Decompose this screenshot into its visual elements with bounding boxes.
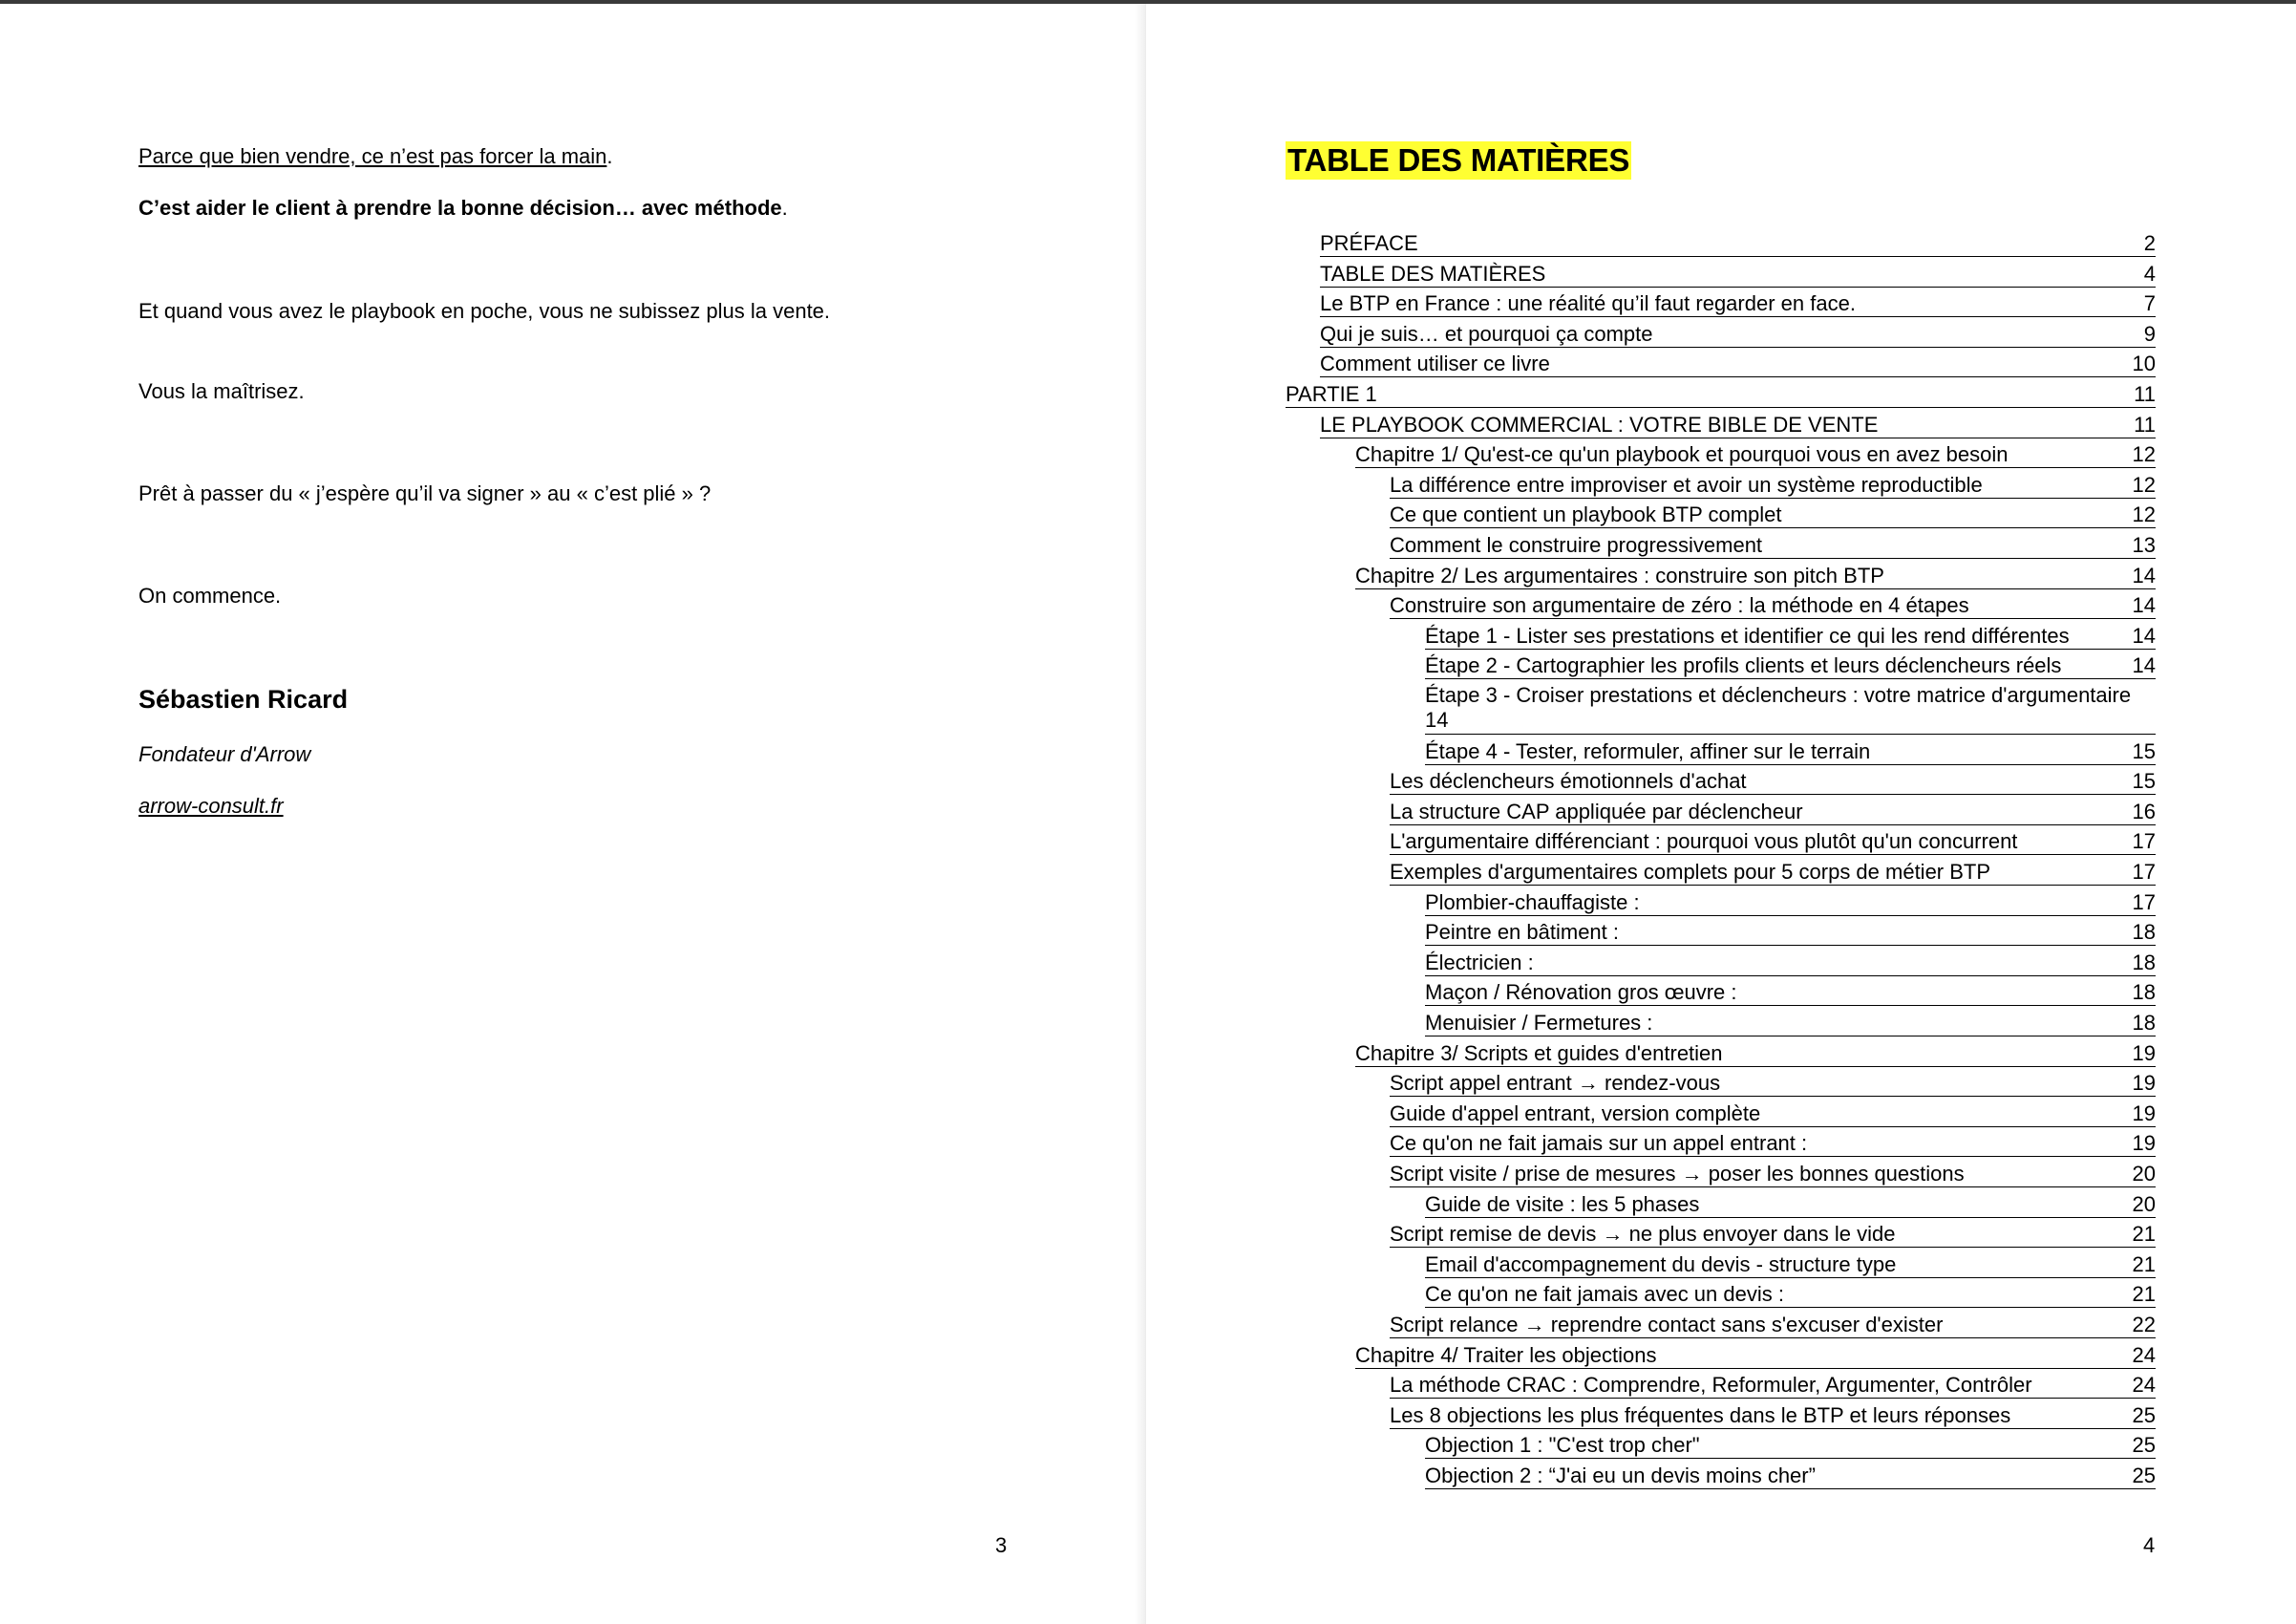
toc-entry-page: 19 [2132, 1131, 2156, 1156]
toc-entry-page: 19 [2132, 1040, 2156, 1065]
toc-entry-label: Plombier-chauffagiste : [1425, 889, 1640, 914]
toc-entry[interactable] [1425, 919, 2156, 946]
toc-entry-label: Script remise de devis → ne plus envoyer dans le vide [1390, 1222, 1896, 1247]
toc-entry[interactable] [1286, 381, 2156, 408]
toc-entry-label: Chapitre 1/ Qu'est-ce qu'un playbook et pourquoi vous en avez besoin [1355, 442, 2009, 467]
toc-entry-page: 17 [2132, 829, 2156, 854]
toc-entry-page: 18 [2132, 980, 2156, 1005]
toc-entry[interactable] [1425, 738, 2156, 765]
closing-line-1 [138, 143, 613, 170]
toc-entry-page: 19 [2132, 1071, 2156, 1096]
closing-line-1-text: Parce que bien vendre, ce n’est pas forcer la main [138, 144, 607, 168]
toc-entry[interactable] [1320, 290, 2156, 317]
signature-website-link[interactable]: arrow-consult.fr [138, 794, 284, 818]
toc-entry-page: 25 [2132, 1433, 2156, 1458]
toc-entry-page: 9 [2143, 321, 2156, 346]
toc-entry[interactable] [1425, 652, 2156, 679]
toc-entry[interactable] [1425, 1251, 2156, 1278]
toc-entry-label: TABLE DES MATIÈRES [1320, 261, 1546, 286]
toc-entry-label: Maçon / Rénovation gros œuvre : [1425, 980, 1737, 1005]
toc-entry[interactable] [1390, 1161, 2156, 1187]
toc-entry[interactable] [1390, 472, 2156, 499]
toc-title: TABLE DES MATIÈRES [1287, 142, 1630, 178]
toc-entry-page: 2 [2143, 231, 2156, 255]
closing-line-3: Et quand vous avez le playbook en poche, vous ne subissez plus la vente. [138, 299, 831, 323]
toc-entry-page: 4 [2143, 261, 2156, 286]
toc-entry[interactable] [1425, 1463, 2156, 1489]
toc-entry[interactable] [1355, 563, 2156, 589]
toc-entry-page: 19 [2132, 1100, 2156, 1125]
toc-entry-page: 24 [2132, 1342, 2156, 1367]
toc-entry-label: Ce que contient un playbook BTP complet [1390, 502, 1782, 527]
toc-entry[interactable] [1390, 1130, 2156, 1157]
toc-entry-page: 10 [2132, 352, 2156, 376]
toc-entry-label: Objection 2 : “J'ai eu un devis moins cher” [1425, 1464, 1816, 1487]
toc-entry[interactable] [1425, 1432, 2156, 1459]
page-number-left: 3 [995, 1533, 1008, 1557]
toc-entry[interactable] [1390, 1221, 2156, 1248]
toc-entry[interactable] [1390, 592, 2156, 619]
toc-entry[interactable] [1390, 1402, 2156, 1429]
toc-entry[interactable] [1390, 1372, 2156, 1399]
toc-entry[interactable] [1355, 1342, 2156, 1369]
toc-entry-page: 20 [2132, 1191, 2156, 1216]
toc-entry-label: Étape 1 - Lister ses prestations et identifier ce qui les rend différentes [1425, 623, 2070, 648]
toc-entry-page: 16 [2132, 799, 2156, 823]
toc-entry-page: 14 [2132, 593, 2156, 618]
toc-entry[interactable] [1320, 412, 2156, 438]
toc-entry-label: LE PLAYBOOK COMMERCIAL : VOTRE BIBLE DE VENTE [1320, 412, 1879, 437]
toc-entry-label: Exemples d'argumentaires complets pour 5 corps de métier BTP [1390, 860, 1991, 884]
toc-entry[interactable] [1390, 1100, 2156, 1127]
toc-entry-label: Guide d'appel entrant, version complète [1390, 1100, 1761, 1125]
toc-entry-label: Chapitre 4/ Traiter les objections [1355, 1342, 1657, 1367]
toc-entry-page: 18 [2132, 920, 2156, 945]
toc-entry-label: Comment le construire progressivement [1390, 533, 1763, 557]
toc-entry-label: Script appel entrant → rendez-vous [1390, 1071, 1721, 1096]
toc-entry[interactable] [1425, 1281, 2156, 1308]
closing-line-4: Vous la maîtrisez. [138, 379, 305, 403]
toc-entry[interactable] [1425, 979, 2156, 1006]
toc-entry[interactable] [1425, 1010, 2156, 1036]
toc-entry-label: La différence entre improviser et avoir un système reproductible [1390, 472, 1983, 497]
toc-entry-label: Étape 4 - Tester, reformuler, affiner sur le terrain [1425, 738, 1871, 763]
toc-entry-label: Étape 2 - Cartographier les profils clients et leurs déclencheurs réels [1425, 653, 2062, 678]
closing-line-2-text: C’est aider le client à prendre la bonne décision… avec méthode [138, 196, 782, 220]
toc-entry-label: Ce qu'on ne fait jamais avec un devis : [1425, 1282, 1784, 1307]
toc-entry-label: Objection 1 : "C'est trop cher" [1425, 1433, 1700, 1458]
toc-entry[interactable] [1390, 859, 2156, 886]
toc-entry-page: 14 [1425, 708, 1449, 732]
toc-entry-label: Électricien : [1425, 950, 1534, 974]
toc-entry-label: Peintre en bâtiment : [1425, 920, 1620, 945]
toc-entry-label: Guide de visite : les 5 phases [1425, 1191, 1700, 1216]
toc-entry[interactable] [1425, 889, 2156, 916]
toc-entry[interactable] [1320, 230, 2156, 257]
toc-entry-page: 17 [2132, 889, 2156, 914]
toc-entry-page: 15 [2132, 738, 2156, 763]
signature-role: Fondateur d'Arrow [138, 742, 311, 766]
toc-entry-page: 18 [2132, 950, 2156, 974]
toc-entry-label: Étape 3 - Croiser prestations et déclencheurs : votre matrice d'argumentaire [1425, 683, 2132, 707]
toc-entry-page: 11 [2134, 382, 2156, 406]
document-page-left [0, 4, 1146, 1624]
closing-line-1-period: . [606, 144, 613, 168]
toc-entry-label: Script visite / prise de mesures → poser les bonnes questions [1390, 1162, 1965, 1186]
toc-entry-page: 18 [2132, 1011, 2156, 1035]
toc-entry-page: 21 [2132, 1282, 2156, 1307]
toc-entry-label: La structure CAP appliquée par déclencheur [1390, 799, 1803, 823]
toc-entry[interactable] [1390, 502, 2156, 528]
toc-entry-page: 12 [2132, 502, 2156, 527]
toc-entry[interactable] [1390, 1312, 2156, 1338]
toc-entry[interactable] [1355, 441, 2156, 468]
toc-entry[interactable] [1390, 768, 2156, 795]
toc-entry[interactable] [1390, 532, 2156, 559]
toc-entry-label: Chapitre 3/ Scripts et guides d'entretien [1355, 1040, 1723, 1065]
toc-entry-page: 21 [2132, 1222, 2156, 1247]
toc-entry-page: 17 [2132, 860, 2156, 884]
toc-entry-page: 14 [2132, 653, 2156, 678]
toc-entry-page: 12 [2132, 472, 2156, 497]
toc-entry-page: 25 [2132, 1402, 2156, 1427]
toc-entry-label: Chapitre 2/ Les argumentaires : construire son pitch BTP [1355, 563, 1884, 588]
toc-entry-page: 7 [2143, 291, 2156, 316]
toc-entry-label: Le BTP en France : une réalité qu’il faut regarder en face. [1320, 291, 1856, 316]
page-number-right: 4 [2143, 1533, 2156, 1557]
toc-entry-label: L'argumentaire différenciant : pourquoi vous plutôt qu'un concurrent [1390, 829, 2018, 854]
toc-entry-label: Les 8 objections les plus fréquentes dans le BTP et leurs réponses [1390, 1402, 2011, 1427]
closing-line-6: On commence. [138, 584, 282, 608]
toc-entry-label: PARTIE 1 [1286, 382, 1377, 406]
toc-entry[interactable] [1320, 351, 2156, 377]
toc-entry-label: Ce qu'on ne fait jamais sur un appel entrant : [1390, 1131, 1808, 1156]
toc-entry-page: 22 [2132, 1313, 2156, 1336]
toc-entry-label: Script relance → reprendre contact sans s'excuser d'exister [1390, 1313, 1944, 1336]
toc-entry-label: Comment utiliser ce livre [1320, 352, 1550, 376]
toc-entry-page: 14 [2132, 623, 2156, 648]
toc-entry[interactable] [1425, 950, 2156, 976]
toc-entry-label: PRÉFACE [1320, 231, 1418, 255]
toc-entry-page: 20 [2132, 1162, 2156, 1186]
closing-line-5: Prêt à passer du « j’espère qu’il va signer » au « c’est plié » ? [138, 481, 712, 505]
toc-entry[interactable] [1390, 828, 2156, 855]
toc-entry-page: 24 [2132, 1373, 2156, 1398]
toc-entry-page: 21 [2132, 1251, 2156, 1276]
toc-entry-page: 14 [2132, 563, 2156, 588]
closing-line-2-period: . [781, 196, 788, 220]
toc-entry-label: Les déclencheurs émotionnels d'achat [1390, 769, 1747, 794]
toc-entry[interactable] [1425, 683, 2156, 735]
toc-entry-label: Construire son argumentaire de zéro : la méthode en 4 étapes [1390, 593, 1969, 618]
toc-entry-label: Email d'accompagnement du devis - structure type [1425, 1251, 1897, 1276]
toc-entry-page: 15 [2132, 769, 2156, 794]
toc-entry[interactable] [1355, 1040, 2156, 1067]
toc-entry[interactable] [1390, 1070, 2156, 1097]
toc-entry[interactable] [1390, 799, 2156, 825]
toc-entry[interactable] [1320, 261, 2156, 288]
document-page-right [1146, 4, 2296, 1624]
signature-name: Sébastien Ricard [138, 685, 349, 714]
toc-entry[interactable] [1320, 321, 2156, 348]
toc-entry-page: 25 [2132, 1464, 2156, 1487]
toc-entry-label: Menuisier / Fermetures : [1425, 1011, 1653, 1035]
toc-entry[interactable] [1425, 1191, 2156, 1218]
toc-entry-label: La méthode CRAC : Comprendre, Reformuler, Argumenter, Contrôler [1390, 1373, 2032, 1398]
toc-entry-page: 13 [2132, 533, 2156, 557]
toc-entry-label: Qui je suis… et pourquoi ça compte [1320, 321, 1653, 346]
toc-entry[interactable] [1425, 623, 2156, 650]
toc-entry-page: 12 [2132, 442, 2156, 467]
toc-entry-page: 11 [2134, 412, 2156, 437]
closing-line-2 [138, 195, 788, 222]
